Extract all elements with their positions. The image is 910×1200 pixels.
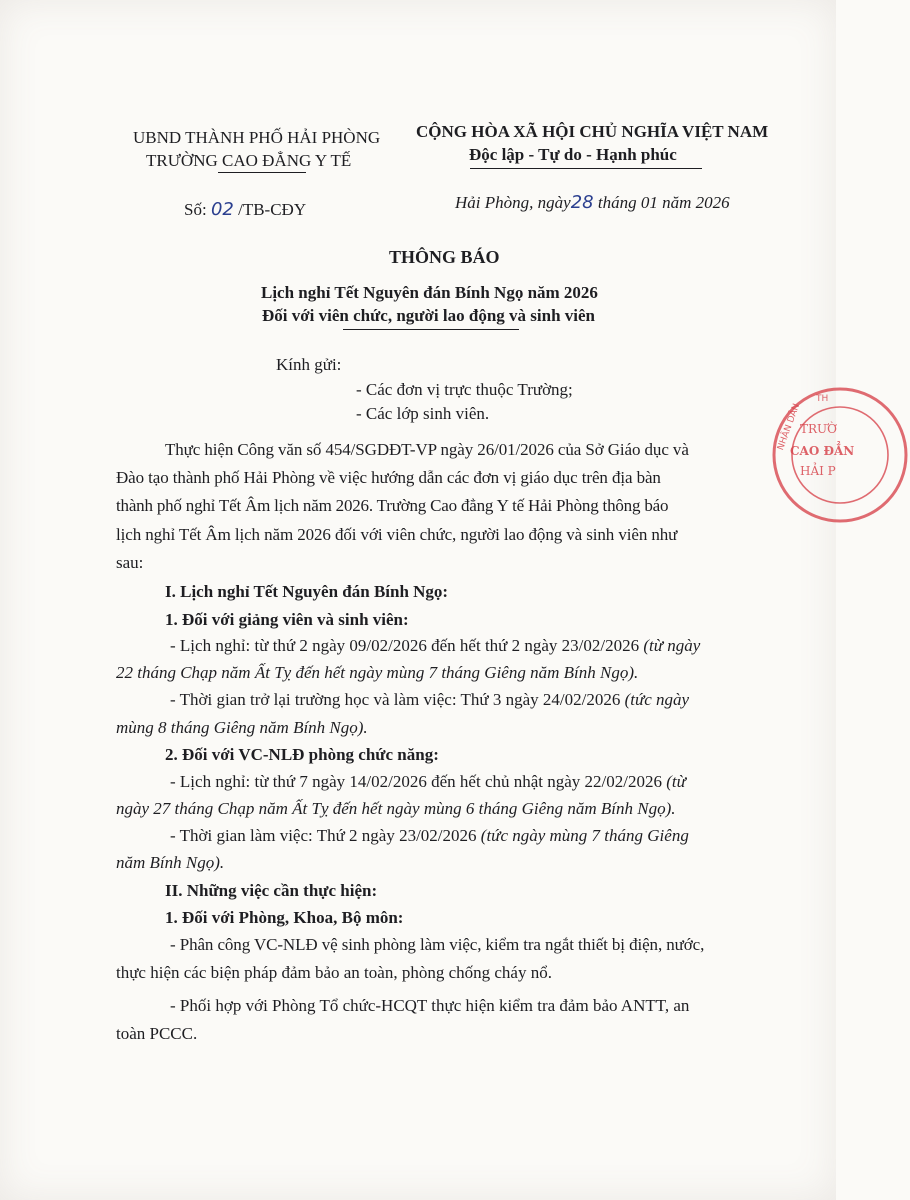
seal-ring-left: NHÂN DÂN [776,402,803,452]
s1-1-leave-line [170,636,700,656]
intro-line: Đào tạo thành phố Hải Phòng về việc hướng dẫn các đơn vị giáo dục trên địa bàn [116,468,661,487]
intro-line: Thực hiện Công văn số 454/SGDĐT-VP ngày 26/01/2026 của Sở Giáo dục và [165,440,689,459]
s1-1-leave-lunar: 22 tháng Chạp năm Ất Tỵ đến hết ngày mùng 7 tháng Giêng năm Bính Ngọ). [116,663,639,682]
seal-top-text: TRƯỜ [800,422,837,436]
leave-lunar-start: (từ [666,772,686,791]
section-1-heading: I. Lịch nghỉ Tết Nguyên đán Bính Ngọ: [165,582,449,601]
document-date [455,192,730,213]
s1-2-leave-lunar: ngày 27 tháng Chạp năm Ất Tỵ đến hết ngày mùng 6 tháng Giêng năm Bính Ngọ). [116,799,676,818]
number-suffix: /TB-CĐY [238,200,307,219]
recipient-item: - Các lớp sinh viên. [356,404,490,423]
return-text: - Thời gian trở lại trường học và làm việc: Thứ 3 ngày 24/02/2026 [170,690,621,709]
seal-bottom-text: HẢI P [800,464,836,478]
document-subtitle-1: Lịch nghỉ Tết Nguyên đán Bính Ngọ năm 2026 [261,283,598,302]
task-line: - Phân công VC-NLĐ vệ sinh phòng làm việc, kiểm tra ngắt thiết bị điện, nước, [170,935,705,954]
number-handwritten: 02 [210,199,234,220]
recipients-label: Kính gửi: [276,355,342,374]
s1-1-return-line [170,690,689,710]
s1-2-work-lunar: năm Bính Ngọ). [116,853,225,872]
intro-line: sau: [116,553,144,572]
date-prefix: Hải Phòng, ngày [455,193,571,212]
document-title: THÔNG BÁO [389,247,500,267]
intro-line: lịch nghỉ Tết Âm lịch năm 2026 đối với viên chức, người lao động và sinh viên như [116,525,678,544]
s1-2-work-line [170,826,689,846]
intro-line: thành phố nghỉ Tết Âm lịch năm 2026. Trường Cao đẳng Y tế Hải Phòng thông báo [116,496,669,515]
section-1-1-heading: 1. Đối với giảng viên và sinh viên: [165,610,409,629]
number-prefix: Số: [184,200,207,219]
date-day-handwritten: 28 [570,192,594,213]
work-lunar-start: (tức ngày mùng 7 tháng Giêng [480,826,689,845]
document-subtitle-2: Đối với viên chức, người lao động và sinh viên [262,306,596,325]
official-seal [770,385,910,525]
section-2-1-heading: 1. Đối với Phòng, Khoa, Bộ môn: [165,908,404,927]
section-1-2-heading: 2. Đối với VC-NLĐ phòng chức năng: [165,745,439,764]
nation-motto: Độc lập - Tự do - Hạnh phúc [469,145,677,164]
section-2-heading: II. Những việc cần thực hiện: [165,881,378,900]
recipient-item: - Các đơn vị trực thuộc Trường; [356,380,573,399]
org-name-line2: TRƯỜNG CAO ĐẲNG Y TẾ [146,151,352,170]
task-line: toàn PCCC. [116,1024,198,1043]
subtitle-underline [343,329,519,330]
seal-mid-text: CAO ĐẲN [790,444,855,458]
seal-ring-top: TH [816,394,829,404]
leave-text: - Lịch nghỉ: từ thứ 7 ngày 14/02/2026 đến hết chủ nhật ngày 22/02/2026 [170,772,662,791]
org-name-line1: UBND THÀNH PHỐ HẢI PHÒNG [133,128,381,147]
work-text: - Thời gian làm việc: Thứ 2 ngày 23/02/2026 [170,826,477,845]
leave-lunar-start: (từ ngày [643,636,701,655]
task-line: - Phối hợp với Phòng Tổ chức-HCQT thực hiện kiểm tra đảm bảo ANTT, an [170,996,690,1015]
leave-text: - Lịch nghỉ: từ thứ 2 ngày 09/02/2026 đến hết thứ 2 ngày 23/02/2026 [170,636,640,655]
motto-underline [470,168,702,169]
document-number [184,199,306,220]
s1-1-return-lunar: mùng 8 tháng Giêng năm Bính Ngọ). [116,718,368,737]
return-lunar-start: (tức ngày [624,690,690,709]
date-suffix: tháng 01 năm 2026 [597,193,730,212]
nation-title: CỘNG HÒA XÃ HỘI CHỦ NGHĨA VIỆT NAM [416,122,769,141]
org-underline [218,172,306,173]
s1-2-leave-line [170,772,686,792]
task-line: thực hiện các biện pháp đảm bảo an toàn, phòng chống cháy nổ. [116,963,552,982]
